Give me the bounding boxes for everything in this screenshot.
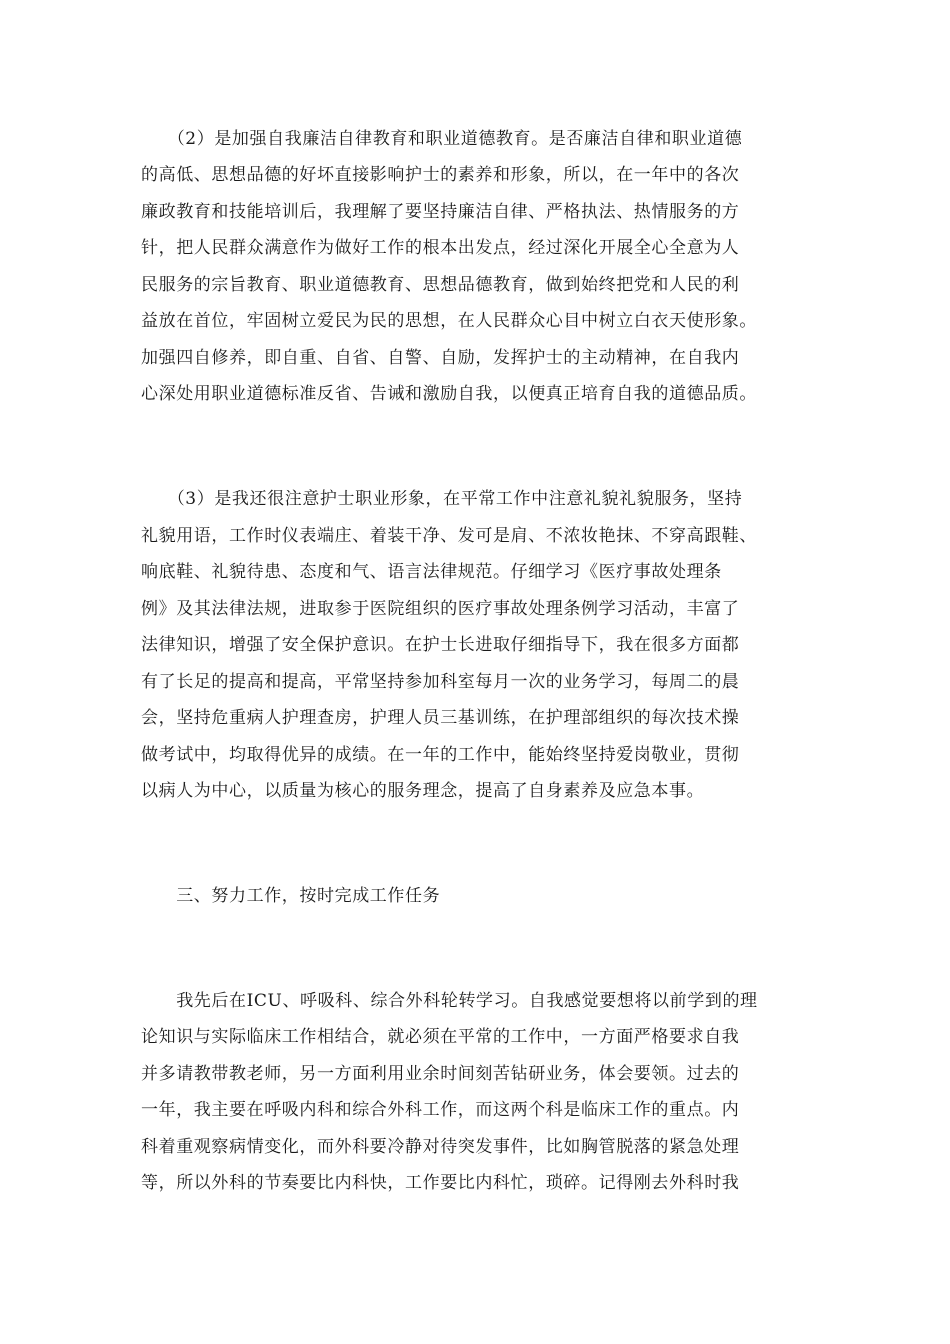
paragraph-3-line-1: 我先后在ICU、呼吸科、综合外科轮转学习。自我感觉要想将以前学到的理 bbox=[141, 991, 758, 1011]
paragraph-1-line-5: 民服务的宗旨教育、职业道德教育、思想品德教育，做到始终把党和人民的利 bbox=[141, 275, 740, 295]
paragraph-1-line-3: 廉政教育和技能培训后，我理解了要坚持廉洁自律、严格执法、热情服务的方 bbox=[141, 202, 740, 222]
paragraph-2-line-3: 响底鞋、礼貌待患、态度和气、语言法律规范。仔细学习《医疗事故处理条 bbox=[141, 562, 722, 582]
paragraph-3-line-4: 一年，我主要在呼吸内科和综合外科工作，而这两个科是临床工作的重点。内 bbox=[141, 1100, 740, 1120]
paragraph-3-line-6: 等，所以外科的节奏要比内科快，工作要比内科忙，琐碎。记得刚去外科时我 bbox=[141, 1173, 740, 1193]
paragraph-1-line-7: 加强四自修养，即自重、自省、自警、自励，发挥护士的主动精神，在自我内 bbox=[141, 348, 740, 368]
paragraph-2-line-5: 法律知识，增强了安全保护意识。在护士长进取仔细指导下，我在很多方面都 bbox=[141, 635, 740, 655]
paragraph-1-line-2: 的高低、思想品德的好坏直接影响护士的素养和形象，所以，在一年中的各次 bbox=[141, 165, 740, 185]
paragraph-2-line-2: 礼貌用语，工作时仪表端庄、着装干净、发可是肩、不浓妆艳抹、不穿高跟鞋、 bbox=[141, 526, 757, 546]
paragraph-2-line-9: 以病人为中心，以质量为核心的服务理念，提高了自身素养及应急本事。 bbox=[141, 781, 705, 801]
section-heading: 三、努力工作，按时完成工作任务 bbox=[141, 886, 441, 906]
paragraph-2-line-8: 做考试中，均取得优异的成绩。在一年的工作中，能始终坚持爱岗敬业，贯彻 bbox=[141, 745, 740, 765]
paragraph-1-line-4: 针，把人民群众满意作为做好工作的根本出发点，经过深化开展全心全意为人 bbox=[141, 238, 740, 258]
paragraph-2-line-1: （3）是我还很注意护士职业形象，在平常工作中注意礼貌礼貌服务，坚持 bbox=[141, 489, 743, 509]
paragraph-3-line-2: 论知识与实际临床工作相结合，就必须在平常的工作中，一方面严格要求自我 bbox=[141, 1027, 740, 1047]
paragraph-2-line-4: 例》及其法律法规，进取参于医院组织的医疗事故处理条例学习活动，丰富了 bbox=[141, 599, 740, 619]
paragraph-2-line-6: 有了长足的提高和提高，平常坚持参加科室每月一次的业务学习，每周二的晨 bbox=[141, 672, 740, 692]
paragraph-1-line-1: （2）是加强自我廉洁自律教育和职业道德教育。是否廉洁自律和职业道德 bbox=[141, 129, 743, 149]
paragraph-3-line-3: 并多请教带教老师，另一方面利用业余时间刻苦钻研业务，体会要领。过去的 bbox=[141, 1064, 740, 1084]
paragraph-3-line-5: 科着重观察病情变化，而外科要冷静对待突发事件，比如胸管脱落的紧急处理 bbox=[141, 1137, 740, 1157]
paragraph-2-line-7: 会，坚持危重病人护理查房，护理人员三基训练，在护理部组织的每次技术操 bbox=[141, 708, 740, 728]
paragraph-1-line-8: 心深处用职业道德标准反省、告诫和激励自我，以便真正培育自我的道德品质。 bbox=[141, 384, 757, 404]
paragraph-1-line-6: 益放在首位，牢固树立爱民为民的思想，在人民群众心目中树立白衣天使形象。 bbox=[141, 311, 757, 331]
